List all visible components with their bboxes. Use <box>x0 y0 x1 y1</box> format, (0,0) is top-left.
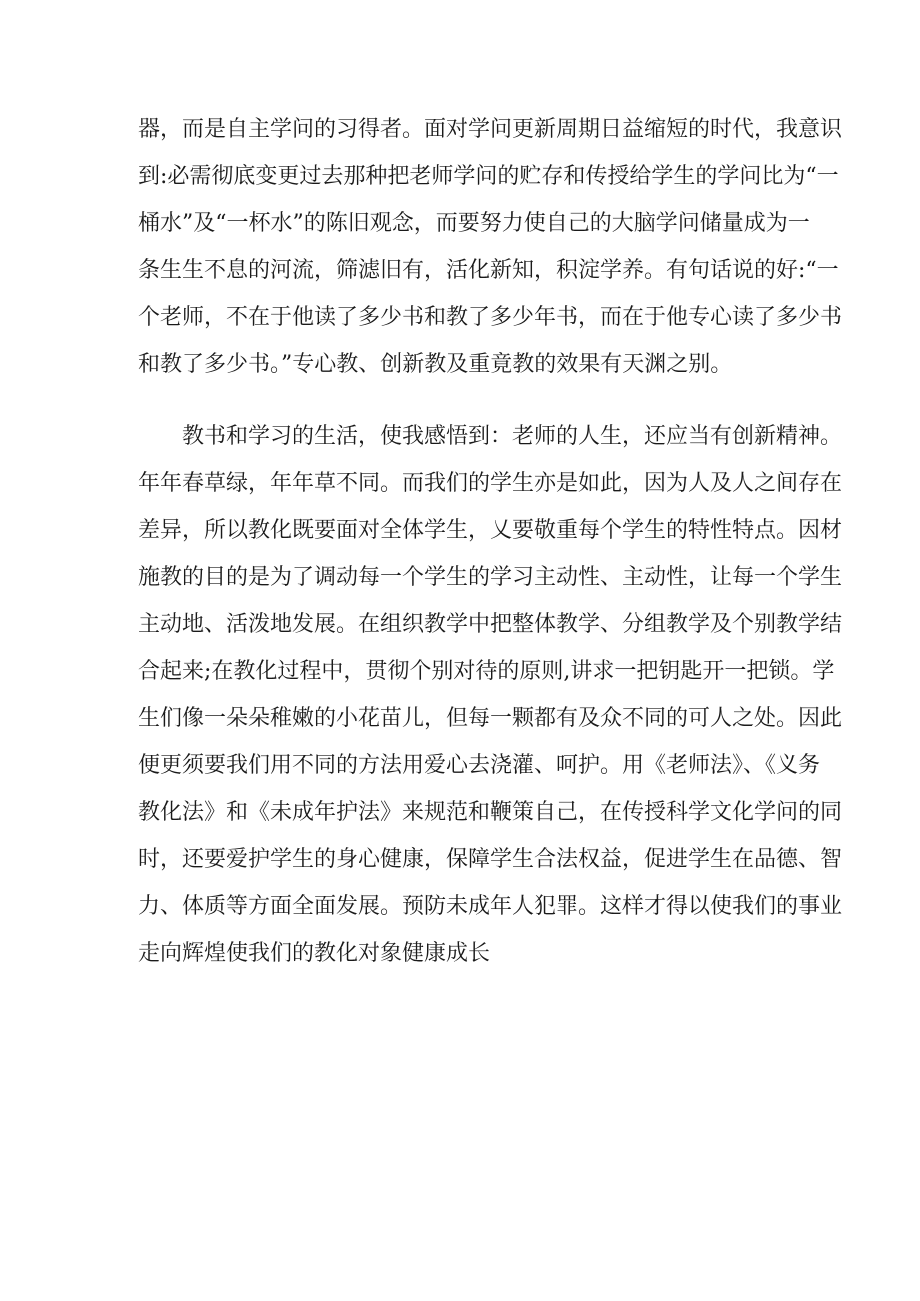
text-line: 施教的目的是为了调动每一个学生的学习主动性、主动性，让每一个学生 <box>138 565 843 590</box>
text-line: 走向辉煌使我们的教化对象健康成长 <box>138 941 491 966</box>
text-line: 便更须要我们用不同的方法用爱心去浇灌、呵护。用《老师法》、《义务 <box>138 753 821 778</box>
text-line: 生们像一朵朵稚嫩的小花苗儿，但每一颗都有及众不同的可人之处。因此 <box>138 706 843 731</box>
text-line: 时，还要爱护学生的身心健康，保障学生合法权益，促进学生在品德、智 <box>138 847 843 872</box>
text-line: 合起来;在教化过程中，贯彻个别对待的原则,讲求一把钥匙开一把锁。学 <box>138 659 835 684</box>
paragraph-1 <box>138 106 843 388</box>
text-line: 器，而是自主学问的习得者。面对学问更新周期日益缩短的时代，我意识 <box>138 117 843 142</box>
paragraph-spacer <box>138 388 786 413</box>
text-line: 力、体质等方面全面发展。预防未成年人犯罪。这样才得以使我们的事业 <box>138 894 843 919</box>
text-line: 桶水”及“一杯水”的陈旧观念，而要努力使自己的大脑学问储量成为一 <box>138 211 810 236</box>
text-line: 主动地、活泼地发展。在组织教学中把整体教学、分组教学及个别教学结 <box>138 612 843 637</box>
paragraph-2 <box>138 413 843 977</box>
text-line: 教化法》和《未成年护法》来规范和鞭策自己，在传授科学文化学问的同 <box>138 800 843 825</box>
text-line: 差异，所以教化既要面对全体学生，乂要敬重每个学生的特性特点。因材 <box>138 518 843 543</box>
text-line: 到:必需彻底变更过去那种把老师学问的贮存和传授给学生的学问比为“一 <box>138 164 839 189</box>
document-body <box>138 106 843 977</box>
text-line: 个老师，不在于他读了多少书和教了多少年书，而在于他专心读了多少书 <box>138 305 843 330</box>
text-line-indented: 教书和学习的生活，使我感悟到：老师的人生，还应当有创新精神。 <box>182 424 843 449</box>
text-line: 年年春草绿，年年草不同。而我们的学生亦是如此，因为人及人之间存在 <box>138 471 843 496</box>
text-line: 和教了多少书。”专心教、创新教及重竟教的效果有天渊之别。 <box>138 352 733 377</box>
text-line: 条生生不息的河流，筛滤旧有，活化新知，积淀学养。有句话说的好:“一 <box>138 258 839 283</box>
